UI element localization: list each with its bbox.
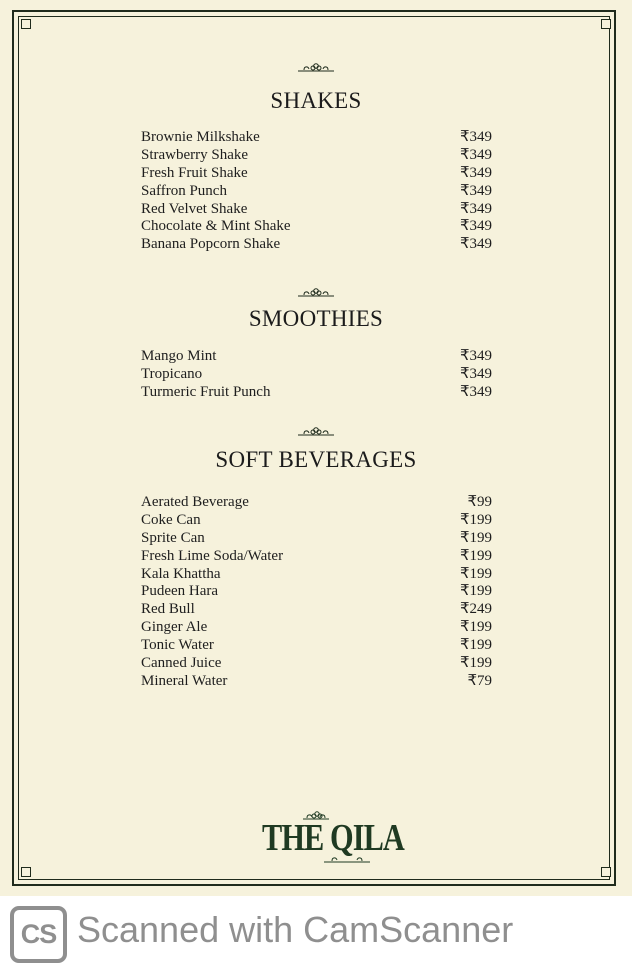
menu-item: [141, 653, 492, 671]
corner-ornament-bottom-left: [21, 867, 31, 877]
item-name: Banana Popcorn Shake: [141, 236, 281, 253]
item-name: Aerated Beverage: [141, 494, 249, 510]
flourish-ornament-icon: [296, 286, 336, 298]
item-name: Mineral Water: [141, 672, 228, 689]
menu-item: [141, 163, 492, 181]
item-price: ₹349: [459, 146, 492, 163]
item-price: ₹349: [459, 182, 492, 199]
svg-text:THE QILA: THE QILA: [262, 816, 404, 859]
menu-item: [141, 346, 492, 364]
item-price: ₹199: [459, 565, 492, 582]
the-qila-logo: [258, 810, 404, 868]
menu-item: [141, 145, 492, 163]
item-name: Sprite Can: [141, 529, 205, 546]
item-name: Fresh Fruit Shake: [141, 164, 248, 181]
menu-item: [141, 546, 492, 564]
section-title: SOFT BEVERAGES: [215, 447, 417, 472]
corner-ornament-top-left: [21, 19, 31, 29]
item-name: Tropicano: [141, 365, 203, 382]
item-name: Saffron Punch: [141, 182, 227, 199]
item-price: ₹199: [459, 637, 492, 654]
item-name: Tonic Water: [141, 637, 214, 654]
item-price: ₹349: [459, 129, 492, 145]
item-name: Chocolate & Mint Shake: [141, 218, 291, 235]
menu-item: [141, 564, 492, 582]
section-title: SHAKES: [270, 88, 362, 113]
menu-item: [141, 127, 492, 145]
item-price: ₹349: [459, 164, 492, 181]
item-price: ₹349: [459, 236, 492, 253]
item-price: ₹199: [459, 511, 492, 528]
item-name: Kala Khattha: [141, 565, 221, 582]
item-name: Canned Juice: [141, 655, 222, 672]
item-list: [141, 127, 492, 252]
item-price: ₹349: [459, 348, 492, 364]
item-name: Ginger Ale: [141, 619, 208, 636]
menu-item: [141, 599, 492, 617]
menu-item: [141, 216, 492, 234]
item-price: ₹199: [459, 619, 492, 636]
item-name: Fresh Lime Soda/Water: [141, 547, 284, 564]
corner-ornament-top-right: [601, 19, 611, 29]
menu-item: [141, 635, 492, 653]
flourish-ornament-icon: [296, 61, 336, 73]
item-name: Turmeric Fruit Punch: [141, 383, 271, 400]
item-list: [141, 346, 492, 400]
item-price: ₹79: [467, 672, 492, 689]
menu-item: [141, 364, 492, 382]
item-name: Pudeen Hara: [141, 583, 219, 600]
item-price: ₹199: [459, 529, 492, 546]
item-price: ₹99: [467, 494, 492, 510]
item-name: Red Velvet Shake: [141, 200, 248, 217]
item-price: ₹349: [459, 383, 492, 400]
item-price: ₹249: [459, 601, 492, 618]
menu-item: [141, 528, 492, 546]
section-title: SMOOTHIES: [248, 306, 384, 331]
item-name: Brownie Milkshake: [141, 129, 260, 145]
menu-item: [141, 199, 492, 217]
item-name: Coke Can: [141, 511, 201, 528]
menu-item: [141, 181, 492, 199]
corner-ornament-bottom-right: [601, 867, 611, 877]
menu-item: [141, 510, 492, 528]
item-price: ₹349: [459, 365, 492, 382]
item-price: ₹199: [459, 655, 492, 672]
item-name: Red Bull: [141, 601, 195, 618]
menu-item: [141, 671, 492, 689]
menu-item: [141, 234, 492, 252]
item-price: ₹349: [459, 218, 492, 235]
item-price: ₹199: [459, 547, 492, 564]
flourish-ornament-icon: [296, 425, 336, 437]
scanner-watermark-text: Scanned with CamScanner: [77, 909, 514, 950]
item-price: ₹199: [459, 583, 492, 600]
menu-item: [141, 382, 492, 400]
item-list: [141, 492, 492, 689]
item-price: ₹349: [459, 200, 492, 217]
camscanner-logo-icon: CS: [10, 906, 67, 963]
item-name: Mango Mint: [141, 348, 217, 364]
menu-item: [141, 617, 492, 635]
menu-item: [141, 492, 492, 510]
item-name: Strawberry Shake: [141, 146, 249, 163]
menu-item: [141, 581, 492, 599]
